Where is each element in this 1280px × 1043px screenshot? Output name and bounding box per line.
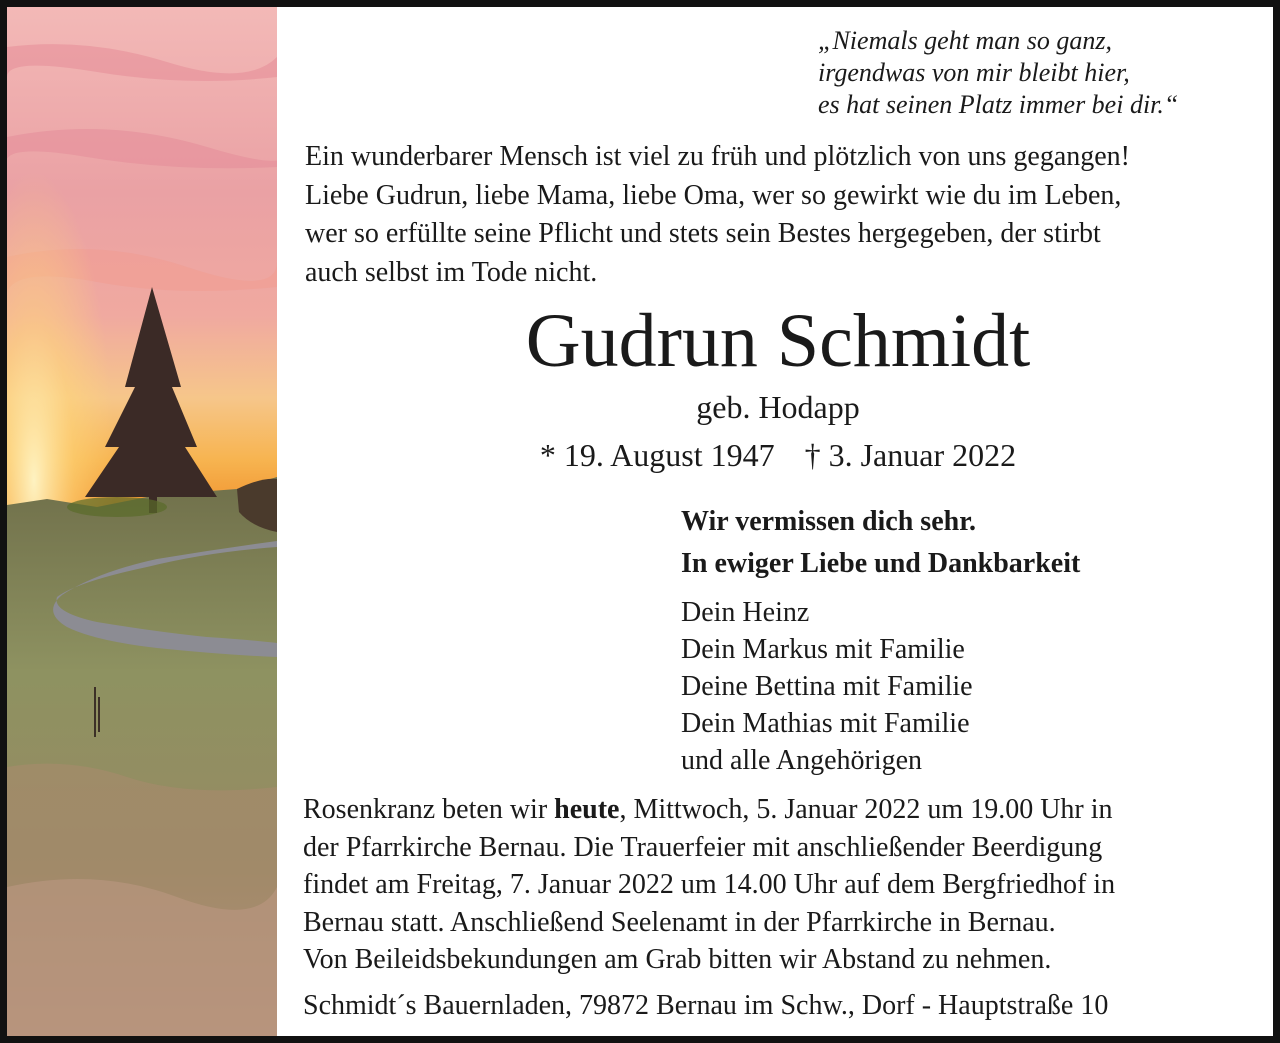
family-member: Dein Heinz: [681, 597, 810, 628]
family-list: [681, 594, 973, 779]
intro-line: Liebe Gudrun, liebe Mama, liebe Oma, wer so gewirkt wie du im Leben,: [305, 179, 1122, 211]
deceased-name: Gudrun Schmidt: [525, 299, 1031, 383]
address-line: Schmidt´s Bauernladen, 79872 Bernau im Schw., Dorf - Hauptstraße 10: [303, 990, 1109, 1021]
farewell-line: In ewiger Liebe und Dankbarkeit: [681, 548, 1081, 579]
death-date: † 3. Januar 2022: [804, 437, 1017, 473]
farewell-line: Wir vermissen dich sehr.: [681, 506, 977, 537]
family-member: Deine Bettina mit Familie: [681, 671, 973, 702]
farewell-message: [681, 501, 1080, 585]
family-member: Dein Mathias mit Familie: [681, 708, 970, 739]
intro-line: auch selbst im Tode nicht.: [305, 256, 598, 288]
service-line: findet am Freitag, 7. Januar 2022 um 14.00 Uhr auf dem Bergfriedhof in: [303, 869, 1116, 900]
birth-name: geb. Hodapp: [696, 389, 860, 425]
service-details: [303, 791, 1268, 979]
service-line: Rosenkranz beten wir heute, Mittwoch, 5. Januar 2022 um 19.00 Uhr in: [303, 794, 1113, 825]
intro-line: Ein wunderbarer Mensch ist viel zu früh und plötzlich von uns gegangen!: [305, 141, 1131, 172]
sunset-landscape-image: [7, 7, 277, 1036]
obituary-text-panel: [277, 7, 1273, 1036]
family-member: und alle Angehörigen: [681, 745, 923, 776]
quote-line: irgendwas von mir bleibt hier,: [818, 58, 1130, 87]
service-line: Bernau statt. Anschließend Seelenamt in der Pfarrkirche in Bernau.: [303, 906, 1056, 938]
service-line: Von Beileidsbekundungen am Grab bitten wir Abstand zu nehmen.: [303, 944, 1052, 975]
quote-line: „Niemals geht man so ganz,: [818, 26, 1112, 55]
intro-line: wer so erfüllte seine Pflicht und stets sein Bestes hergegeben, der stirbt: [305, 218, 1101, 249]
quote-line: es hat seinen Platz immer bei dir.“: [818, 90, 1179, 119]
family-member: Dein Markus mit Familie: [681, 634, 965, 665]
life-dates: [277, 435, 1279, 475]
today-emphasis: heute: [554, 794, 620, 825]
memorial-quote: [818, 25, 1178, 121]
birth-date: * 19. August 1947: [539, 437, 775, 473]
intro-text: [305, 138, 1265, 292]
service-line: der Pfarrkirche Bernau. Die Trauerfeier mit anschließender Beerdigung: [303, 831, 1103, 863]
